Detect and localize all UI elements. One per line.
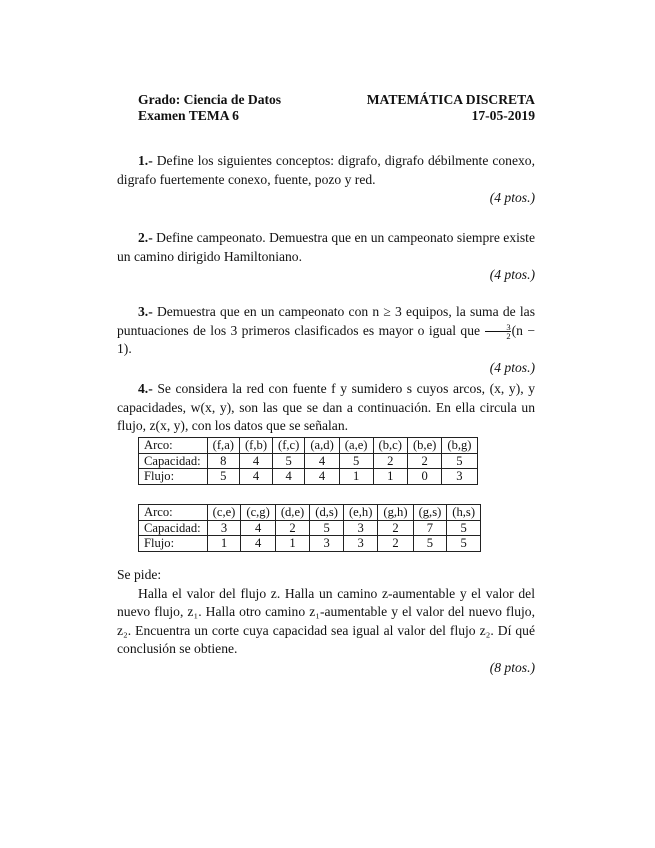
flow-cell: 5	[447, 536, 481, 552]
question-4-number: 4.-	[138, 381, 153, 396]
flow-cell: 3	[343, 536, 377, 552]
table-row	[139, 536, 481, 552]
flow-cell: 2	[378, 536, 413, 552]
question-4	[117, 380, 535, 436]
capacity-cell: 5	[310, 520, 344, 536]
arc-cell: (c,g)	[241, 505, 275, 521]
arc-cell: (f,b)	[239, 438, 272, 454]
exam-date: 17-05-2019	[471, 108, 535, 123]
question-2-points: (4 ptos.)	[489, 267, 535, 282]
flow-cell: 5	[413, 536, 447, 552]
arc-cell: (e,h)	[343, 505, 377, 521]
arc-cell: (d,e)	[275, 505, 309, 521]
fraction-denominator: 2	[506, 330, 511, 341]
capacity-cell: 3	[207, 520, 241, 536]
row-label: Flujo:	[139, 536, 208, 552]
flow-cell: 1	[339, 469, 373, 485]
capacity-cell: 4	[241, 520, 275, 536]
row-label: Arco:	[139, 505, 208, 521]
arc-cell: (f,a)	[207, 438, 239, 454]
capacity-cell: 7	[413, 520, 447, 536]
arc-cell: (d,s)	[310, 505, 344, 521]
question-2-number: 2.-	[138, 230, 153, 245]
arc-cell: (g,s)	[413, 505, 447, 521]
row-label: Flujo:	[139, 469, 208, 485]
exam-topic: Examen TEMA 6	[138, 108, 239, 123]
arc-cell: (g,h)	[378, 505, 413, 521]
flow-table-1	[138, 437, 478, 485]
fraction	[485, 323, 510, 340]
flow-cell: 4	[273, 469, 305, 485]
flow-cell: 3	[442, 469, 477, 485]
question-3-points: (4 ptos.)	[489, 359, 535, 375]
capacity-cell: 2	[275, 520, 309, 536]
table-row	[139, 453, 478, 469]
flow-cell: 4	[239, 469, 272, 485]
arc-cell: (h,s)	[447, 505, 481, 521]
capacity-cell: 4	[305, 453, 339, 469]
table-row	[139, 438, 478, 454]
exam-header	[138, 92, 535, 124]
capacity-cell: 5	[442, 453, 477, 469]
question-4-task-text: Halla el valor del flujo z. Halla un camino z-aumentable y el valor del nuevo flujo, z₁. Halla otro camino z₁-aumentable y el valor del nuevo flujo, z₂. Encuentra un corte cuya capacidad sea igual al valor del flujo z₂. Dí qué conclusión se obtiene.	[117, 585, 535, 656]
table-row	[139, 469, 478, 485]
row-label: Arco:	[139, 438, 208, 454]
flow-cell: 0	[407, 469, 441, 485]
capacity-cell: 8	[207, 453, 239, 469]
question-1	[117, 152, 535, 208]
capacity-cell: 3	[343, 520, 377, 536]
capacity-cell: 5	[447, 520, 481, 536]
arc-cell: (a,d)	[305, 438, 339, 454]
question-3-text-end: (n − 1).	[117, 322, 535, 356]
flow-cell: 4	[241, 536, 275, 552]
table-row	[139, 520, 481, 536]
capacity-cell: 2	[378, 520, 413, 536]
arc-cell: (b,e)	[407, 438, 441, 454]
flow-table-2	[138, 504, 481, 552]
flow-cell: 4	[305, 469, 339, 485]
table-row	[139, 505, 481, 521]
flow-cell: 1	[207, 536, 241, 552]
flow-cell: 1	[275, 536, 309, 552]
arc-cell: (f,c)	[273, 438, 305, 454]
course-title: MATEMÁTICA DISCRETA	[366, 92, 535, 107]
row-label: Capacidad:	[139, 520, 208, 536]
capacity-cell: 2	[407, 453, 441, 469]
arc-cell: (b,g)	[442, 438, 477, 454]
row-label: Capacidad:	[139, 453, 208, 469]
capacity-cell: 5	[273, 453, 305, 469]
question-1-text: Define los siguientes conceptos: digrafo, digrafo débilmente conexo, digrafo fuertemente conexo, fuente, pozo y red.	[117, 153, 535, 187]
question-1-number: 1.-	[138, 153, 153, 168]
question-4-task	[117, 566, 535, 677]
capacity-cell: 2	[373, 453, 407, 469]
question-3	[117, 303, 535, 377]
se-pide-label: Se pide:	[117, 567, 162, 582]
question-2	[117, 229, 535, 285]
question-4-points: (8 ptos.)	[489, 659, 535, 675]
arc-cell: (a,e)	[339, 438, 373, 454]
flow-cell: 1	[373, 469, 407, 485]
question-3-text: Demuestra que en un campeonato con n ≥ 3 equipos, la suma de las puntuaciones de los 3 primeros clasificados es mayor o igual que	[117, 304, 535, 338]
flow-cell: 5	[207, 469, 239, 485]
flow-cell: 3	[310, 536, 344, 552]
degree-label: Grado: Ciencia de Datos	[138, 92, 282, 107]
fraction-numerator: 3	[485, 323, 510, 332]
question-3-number: 3.-	[138, 304, 153, 319]
question-4-text: Se considera la red con fuente f y sumidero s cuyos arcos, (x, y), y capacidades, w(x, y), son las que se dan a continuación. En ella circula un flujo, z(x, y), con los datos que se señalan.	[117, 381, 535, 433]
question-2-text: Define campeonato. Demuestra que en un campeonato siempre existe un camino dirigido Hamiltoniano.	[117, 230, 535, 264]
capacity-cell: 5	[339, 453, 373, 469]
capacity-cell: 4	[239, 453, 272, 469]
question-1-points: (4 ptos.)	[489, 190, 535, 205]
arc-cell: (b,c)	[373, 438, 407, 454]
arc-cell: (c,e)	[207, 505, 241, 521]
